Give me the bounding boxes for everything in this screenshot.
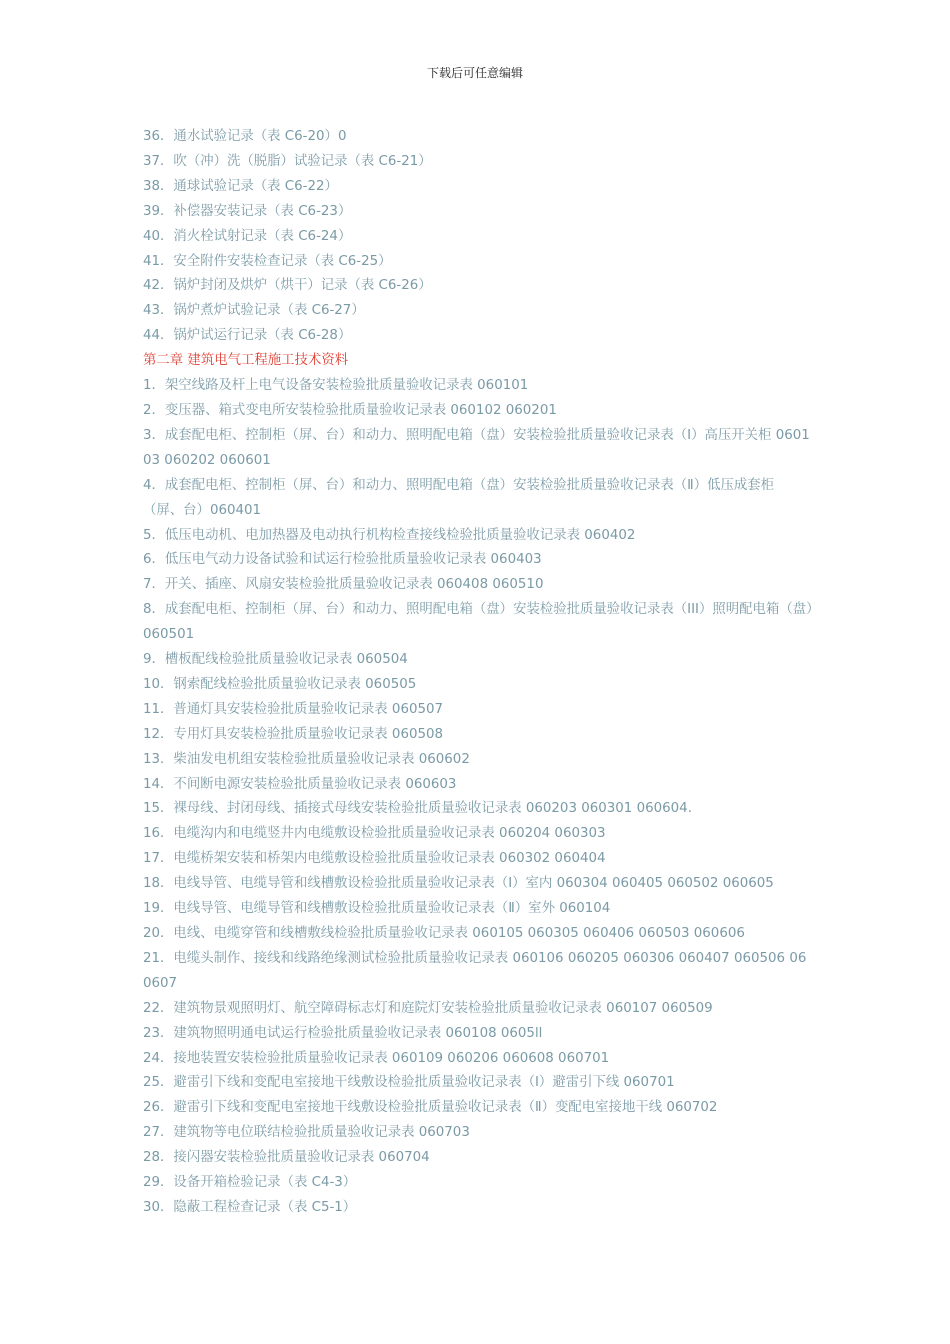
list-item: 21．电缆头制作、接线和线路绝缘测试检验批质量验收记录表 060106 060205 060306 060407 060506 060607: [143, 950, 807, 991]
list-item: 4．成套配电柜、控制柜（屏、台）和动力、照明配电箱（盘）安装检验批质量验收记录表（Ⅱ）低压成套柜（屏、台）060401: [143, 477, 775, 518]
list-item: 1．架空线路及杆上电气设备安装检验批质量验收记录表 060101: [143, 378, 529, 394]
list-item: 9．槽板配线检验批质量验收记录表 060504: [143, 652, 408, 668]
list-item: 41．安全附件安装检查记录（表 C6-25）: [143, 253, 392, 269]
list-item: 36．通水试验记录（表 C6-20）0: [143, 129, 347, 144]
list-item: 18．电线导管、电缆导管和线槽敷设检验批质量验收记录表（I）室内 060304 060405 060502 060605: [143, 876, 774, 892]
list-item: 20．电线、电缆穿管和线槽敷线检验批质量验收记录表 060105 060305 060406 060503 060606: [143, 926, 745, 941]
list-item: 6．低压电气动力设备试验和试运行检验批质量验收记录表 060403: [143, 552, 542, 568]
list-item: 40．消火栓试射记录（表 C6-24）: [143, 228, 352, 244]
list-item: 25．避雷引下线和变配电室接地干线敷设检验批质量验收记录表（I）避雷引下线 060701: [143, 1075, 675, 1091]
list-item: 26．避雷引下线和变配电室接地干线敷设检验批质量验收记录表（Ⅱ）变配电室接地干线 060702: [143, 1100, 718, 1116]
list-item: 24．接地装置安装检验批质量验收记录表 060109 060206 060608 060701: [143, 1050, 610, 1066]
list-item: 43．锅炉煮炉试验记录（表 C6-27）: [143, 303, 365, 319]
list-item: 14．不间断电源安装检验批质量验收记录表 060603: [143, 776, 457, 792]
list-item: 39．补偿器安装记录（表 C6-23）: [143, 203, 352, 219]
list-item: 16．电缆沟内和电缆竖井内电缆敷设检验批质量验收记录表 060204 060303: [143, 826, 606, 842]
list-item: 42．锅炉封闭及烘炉（烘干）记录（表 C6-26）: [143, 278, 432, 294]
list-item: 11．普通灯具安装检验批质量验收记录表 060507: [143, 701, 444, 717]
list-item: 30．隐蔽工程检查记录（表 C5-1）: [143, 1199, 357, 1215]
list-item: 19．电线导管、电缆导管和线槽敷设检验批质量验收记录表（Ⅱ）室外 060104: [143, 901, 611, 917]
list-item: 10．钢索配线检验批质量验收记录表 060505: [143, 676, 417, 692]
list-item: 3．成套配电柜、控制柜（屏、台）和动力、照明配电箱（盘）安装检验批质量验收记录表（I）高压开关柜 060103 060202 060601: [143, 427, 810, 468]
list-item: 12．专用灯具安装检验批质量验收记录表 060508: [143, 726, 444, 742]
list-item: 13．柴油发电机组安装检验批质量验收记录表 060602: [143, 751, 470, 767]
list-item: 44．锅炉试运行记录（表 C6-28）: [143, 328, 352, 344]
list-item: 2．变压器、箱式变电所安装检验批质量验收记录表 060102 060201: [143, 402, 557, 418]
chapter-heading: 第二章 建筑电气工程施工技术资料: [143, 353, 349, 369]
list-item: 37．吹（冲）洗（脱脂）试验记录（表 C6-21）: [143, 153, 432, 169]
list-item: 8．成套配电柜、控制柜（屏、台）和动力、照明配电箱（盘）安装检验批质量验收记录表（III）照明配电箱（盘）060501: [143, 602, 813, 643]
page-header: 下载后可任意编辑: [426, 66, 523, 80]
list-item: 5．低压电动机、电加热器及电动执行机构检查接线检验批质量验收记录表 060402: [143, 527, 636, 543]
list-item: 28．接闪器安装检验批质量验收记录表 060704: [143, 1150, 430, 1166]
list-item: 23．建筑物照明通电试运行检验批质量验收记录表 060108 0605ll: [143, 1025, 543, 1041]
list-item: 7．开关、插座、风扇安装检验批质量验收记录表 060408 060510: [143, 577, 544, 593]
list-item: 15．裸母线、封闭母线、插接式母线安装检验批质量验收记录表 060203 060301 060604.: [143, 801, 692, 817]
list-item: 27．建筑物等电位联结检验批质量验收记录表 060703: [143, 1125, 470, 1141]
list-item: 22．建筑物景观照明灯、航空障碍标志灯和庭院灯安装检验批质量验收记录表 060107 060509: [143, 1000, 713, 1016]
list-item: 17．电缆桥架安装和桥架内电缆敷设检验批质量验收记录表 060302 060404: [143, 851, 606, 867]
record-list: [143, 125, 813, 1221]
list-item: 29．设备开箱检验记录（表 C4-3）: [143, 1175, 357, 1191]
list-item: 38．通球试验记录（表 C6-22）: [143, 178, 338, 194]
